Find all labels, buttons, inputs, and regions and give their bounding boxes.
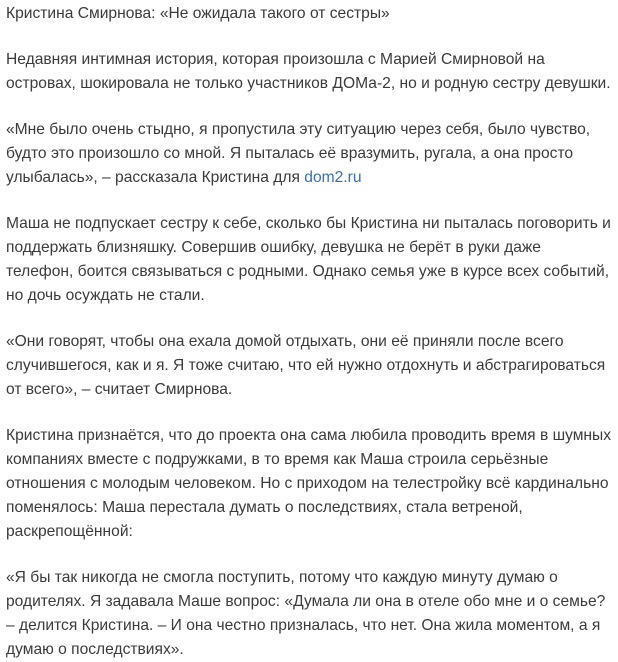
article-paragraph-3: Маша не подпускает сестру к себе, сколько бы Кристина ни пыталась поговорить и поддержать близняшку. Совершив ошибку, девушка не берёт в руки даже телефон, боится связываться с родными. Однако семья уже в курсе всех событий, но дочь осуждать не стали. [6,215,611,304]
article-paragraph-1: Недавняя интимная история, которая произошла с Марией Смирновой на островах, шокировала не только участников ДОМа-2, но и родную сестру девушки. [6,51,611,92]
article-paragraph-6: «Я бы так никогда не смогла поступить, потому что каждую минуту думаю о родителях. Я задавала Маше вопрос: «Думала ли она в отеле обо мне и о семье? – делится Кристина. – И она честно призналась, что нет. Она жила моментом, а я думаю о последствиях». [6,569,606,658]
article-title: Кристина Смирнова: «Не ожидала такого от сестры» [6,5,390,22]
dom2-link[interactable]: dom2.ru [304,169,362,186]
quote-text: «Мне было очень стыдно, я пропустила эту ситуацию через себя, было чувство, будто это произошло со мной. Я пыталась её вразумить, ругала, а она просто улыбалась», – рассказала Кристина для [6,121,591,186]
article-paragraph-5: Кристина признаётся, что до проекта она сама любила проводить время в шумных компаниях вместе с подружками, в то время как Маша строила серьёзные отношения с молодым человеком. Но с приходом на телестройку всё кардинально поменялось: Маша перестала думать о последствиях, стала ветреной, раскрепощённой: [6,427,612,540]
article-paragraph-4: «Они говорят, чтобы она ехала домой отдыхать, они её приняли после всего случившегося, как и я. Я тоже считаю, что ей нужно отдохнуть и абстрагироваться от всего», – считает Смирнова. [6,333,606,398]
article-paragraph-2 [6,118,612,190]
